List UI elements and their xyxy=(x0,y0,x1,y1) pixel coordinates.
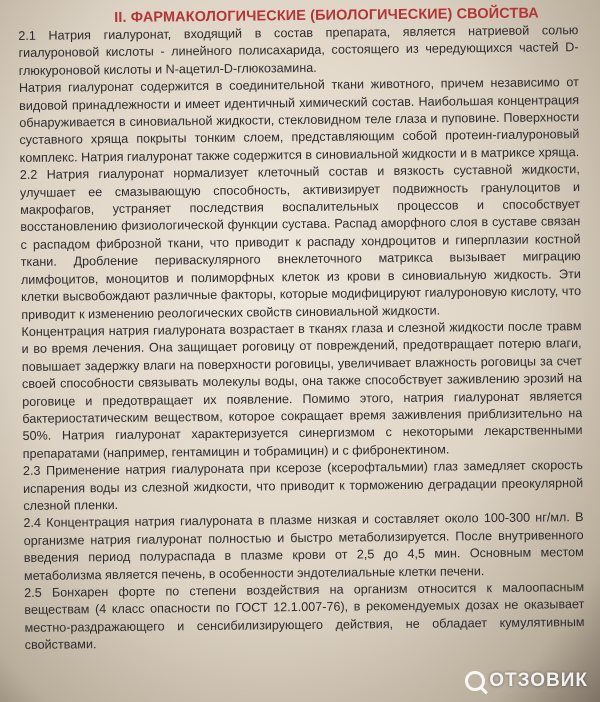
paragraph-2-2-cont: Концентрация натрия гиалуроната возрастает в тканях глаза и слезной жидкости после травм и во время лечения. Она защищает роговицу от повреждений, предотвращает потерю влаги, повышает задержку влаги на поверхности роговицы, увеличивает влажность роговицы за счет своей способности связывать молекулы воды, она также способствует заживлению эрозий на роговице и предотвращает их появление. Помимо этого, натрия гиалуронат является бактериостатическим веществом, которое сокращает время заживления приблизительно на 50%. Натрия гиалуронат характеризуется синергизмом с некоторыми лекарственными препаратами (например, гентамицин и тобрамицин) и с фибронектином. xyxy=(21,318,583,461)
section-body xyxy=(4,21,600,655)
watermark-text: ОТЗОВИК xyxy=(489,670,588,691)
paragraph-2-2: 2.2 Натрия гиалуронат нормализует клеточный состав и вязкость суставной жидкости, улучшает ее смазывающую способность, активизирует подвижность гранулоцитов и макрофагов, устраняет последствия воспалительных процессов и способствует восстановлению физиологической функции сустава. Распад аморфного слоя в суставе связан с распадом фиброзной ткани, что приводит к распаду хондроцитов и гиперплазии костной ткани. Дробление периваскулярного внеклеточного матрикса вызывает миграцию лимфоцитов, моноцитов и полиморфных клеток из крови в синовиальную жидкость. Эти клетки высвобождают различные факторы, которые модифицируют гиалуроновую кислоту, что приводит к изменению реологических свойств синовиальной жидкости. xyxy=(19,162,582,322)
magnifier-icon xyxy=(465,671,485,691)
paragraph-2-5: 2.5 Бонхарен форте по степени воздействия на организм относится к малоопасным веществам (4 класс опасности по ГОСТ 12.1.007-76), в рекомендуемых дозах не оказывает местно-раздражающего и сенсибилизирующего действия, не обладает кумулятивным свойствами. xyxy=(24,580,585,653)
paragraph-2-1: 2.1 Натрия гиалуронат, входящий в состав препарата, является натриевой солью гиалуроновой кислоты - линейного полисахарида, состоящего из чередующихся частей D-глюкуроновой кислоты и N-ацетил-D-глюкозамина. xyxy=(18,23,579,78)
leaflet-page xyxy=(4,0,600,702)
paragraph-2-4: 2.4 Концентрация натрия гиалуроната в плазме низкая и составляет около 100-300 нг/мл. В организме натрия гиалуронат полностью и быстро метаболизируется. После внутривенного введения период полураспада в плазме крови от 2,5 до 4,5 мин. Основным местом метаболизма является печень, в особенности эндотелиальные клетки печени. xyxy=(23,510,584,583)
paragraph-2-1-cont: Натрия гиалуронат содержится в соединительной ткани животного, причем независимо от видовой принадлежности и имеет идентичный химический состав. Наибольшая концентрация обнаруживается в синовиальной жидкости, стекловидном теле глаза и пуповине. Поверхности суставного хряща покрыты тонким слоем, представляющим собой протеин-гиалуроновый комплекс. Натрия гиалуронат также содержится в синовиальной жидкости и в матриксе хряща. xyxy=(18,75,580,165)
section-heading: II. ФАРМАКОЛОГИЧЕСКИЕ (БИОЛОГИЧЕСКИЕ) СВОЙСТВА xyxy=(114,5,539,26)
watermark xyxy=(465,670,588,692)
paragraph-2-3: 2.3 Применение натрия гиалуроната при ксерозе (ксерофтальмии) глаз замедляет скорость испарения воды из слезной жидкости, что приводит к торможению деградации преокулярной слезной пленки. xyxy=(22,458,584,513)
